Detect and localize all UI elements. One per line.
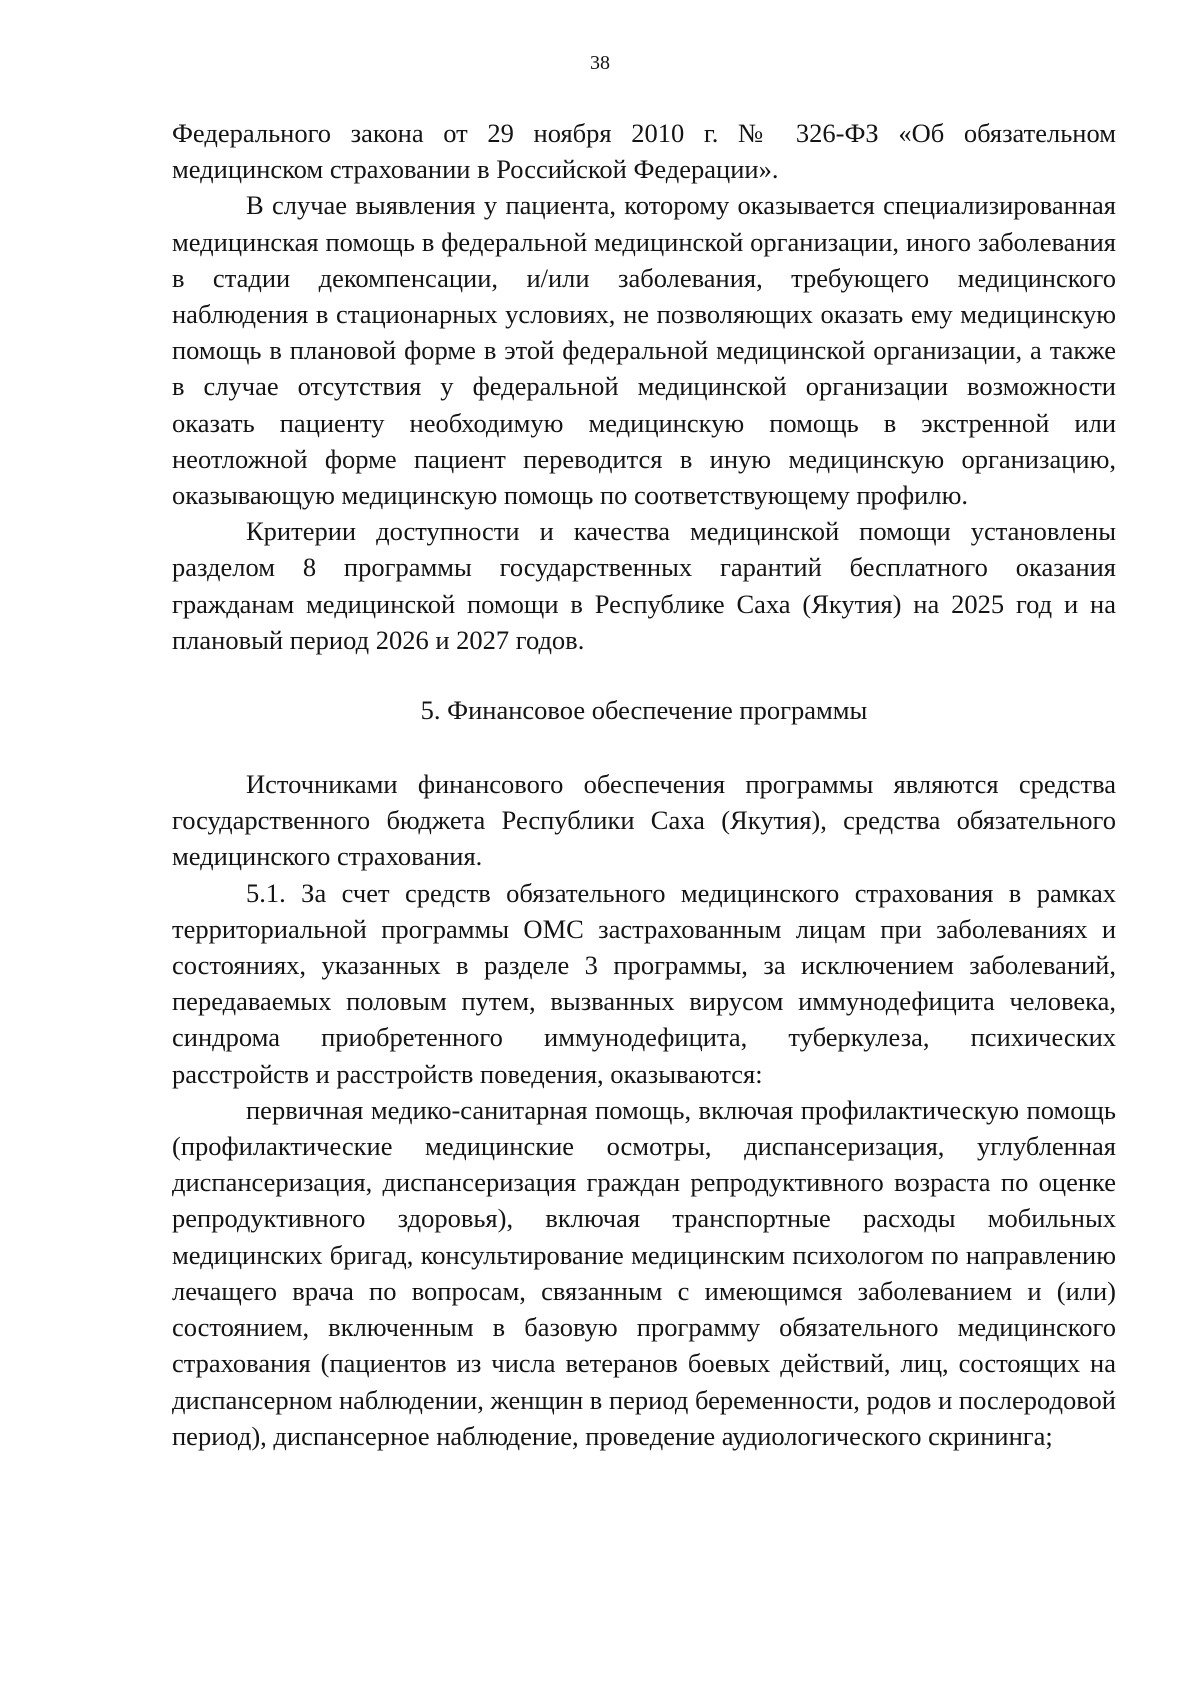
paragraph-funding-sources: Источниками финансового обеспечения программы являются средства государственного бюджета Республики Саха (Якутия), средства обязательного медицинского страхования. <box>172 769 1116 872</box>
paragraph-patient-transfer: В случае выявления у пациента, которому оказывается специализированная медицинская помощь в федеральной медицинской организации, иного заболевания в стадии декомпенсации, и/или заболевания, требующего медицинского наблюдения в стационарных условиях, не позволяющих оказать ему медицинскую помощь в плановой форме в этой федеральной медицинской организации, а также в случае отсутствия у федеральной медицинской организации возможности оказать пациенту необходимую медицинскую помощь в экстренной или неотложной форме пациент переводится в иную медицинскую организацию, оказывающую медицинскую помощь по соответствующему профилю. <box>172 190 1116 511</box>
paragraph-primary-care: первичная медико-санитарная помощь, включая профилактическую помощь (профилактические медицинские осмотры, диспансеризация, углубленная диспансеризация, диспансеризация граждан репродуктивного возраста по оценке репродуктивного здоровья), включая транспортные расходы мобильных медицинских бригад, консультирование медицинским психологом по направлению лечащего врача по вопросам, связанным с имеющимся заболеванием и (или) состоянием, включенным в базовую программу обязательного медицинского страхования (пациентов из числа ветеранов боевых действий, лиц, состоящих на диспансерном наблюдении, женщин в период беременности, родов и послеродовой период), диспансерное наблюдение, проведение аудиологического скрининга; <box>172 1094 1116 1451</box>
document-body <box>172 115 1116 1454</box>
section-heading-financing: 5. Финансовое обеспечение программы <box>420 695 868 726</box>
paragraph-law-reference: Федерального закона от 29 ноября 2010 г. № 326-ФЗ «Об обязательном медицинском страховании в Российской Федерации». <box>172 118 1116 185</box>
paragraph-quality-criteria: Критерии доступности и качества медицинской помощи установлены разделом 8 программы государственных гарантий бесплатного оказания гражданам медицинской помощи в Республике Саха (Якутия) на 2025 год и на плановый период 2026 и 2027 годов. <box>172 516 1116 655</box>
paragraph-5-1-oms-coverage: 5.1. За счет средств обязательного медицинского страхования в рамках территориальной программы ОМС застрахованным лицам при заболеваниях и состояниях, указанных в разделе 3 программы, за исключением заболеваний, передаваемых половым путем, вызванных вирусом иммунодефицита человека, синдрома приобретенного иммунодефицита, туберкулеза, психических расстройств и расстройств поведения, оказываются: <box>172 877 1116 1089</box>
page-number: 38 <box>590 52 610 74</box>
